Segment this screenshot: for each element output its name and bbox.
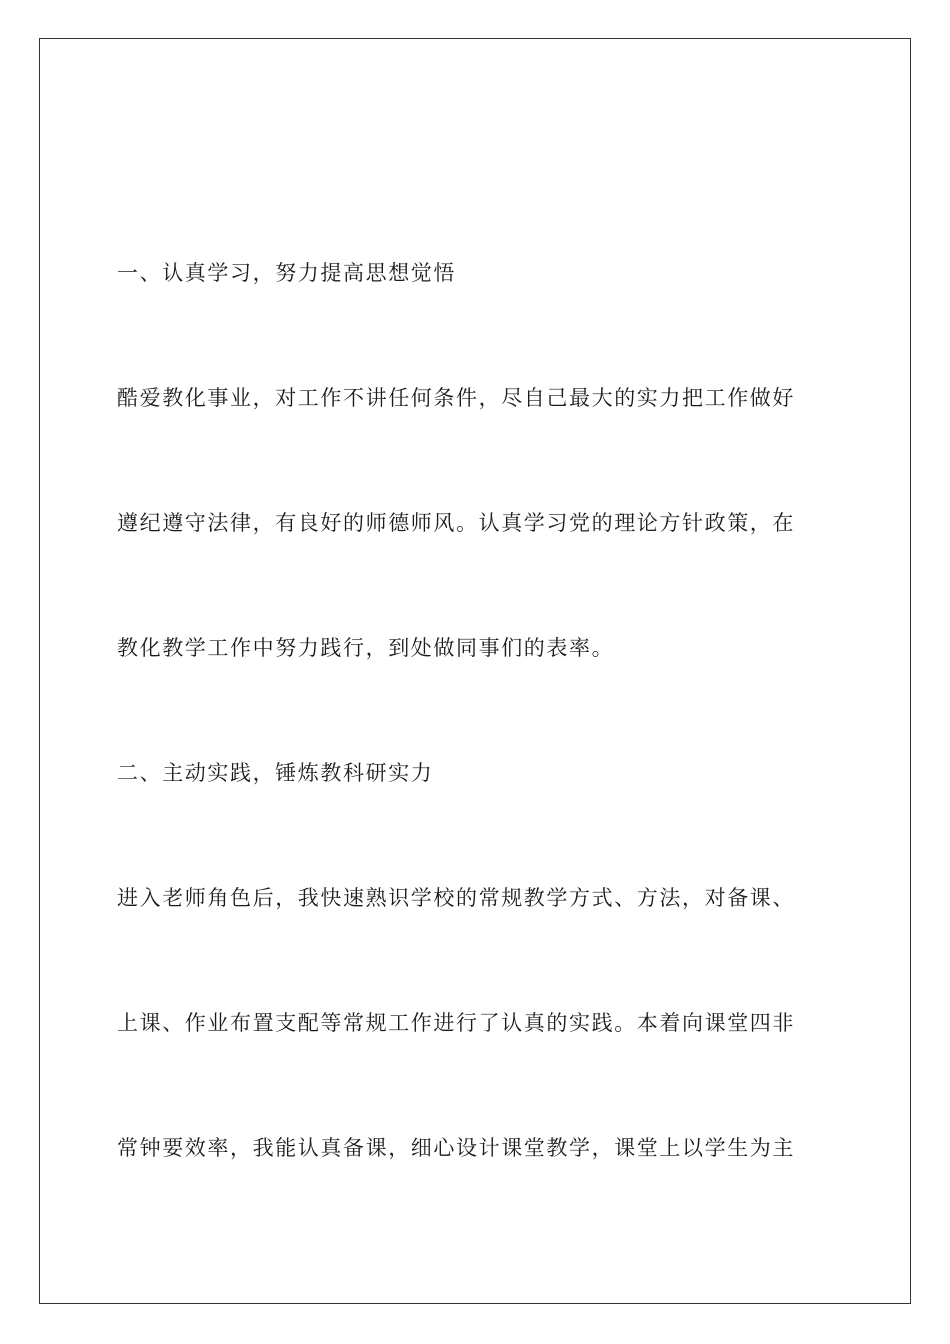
- body-text-line: 教化教学工作中努力践行，到处做同事们的表率。: [117, 636, 615, 660]
- body-text-line: 遵纪遵守法律，有良好的师德师风。认真学习党的理论方针政策，在: [117, 511, 795, 535]
- body-text-line: 上课、作业布置支配等常规工作进行了认真的实践。本着向课堂四非: [117, 1011, 795, 1035]
- body-text-line: 常钟要效率，我能认真备课，细心设计课堂教学，课堂上以学生为主: [117, 1136, 795, 1160]
- body-text-line: 进入老师角色后，我快速熟识学校的常规教学方式、方法，对备课、: [117, 886, 795, 910]
- section-heading-1: 一、认真学习，努力提高思想觉悟: [117, 261, 456, 285]
- page-frame: [39, 38, 911, 1304]
- body-text-line: 酷爱教化事业，对工作不讲任何条件，尽自己最大的实力把工作做好: [117, 386, 795, 410]
- section-heading-2: 二、主动实践，锤炼教科研实力: [117, 761, 434, 785]
